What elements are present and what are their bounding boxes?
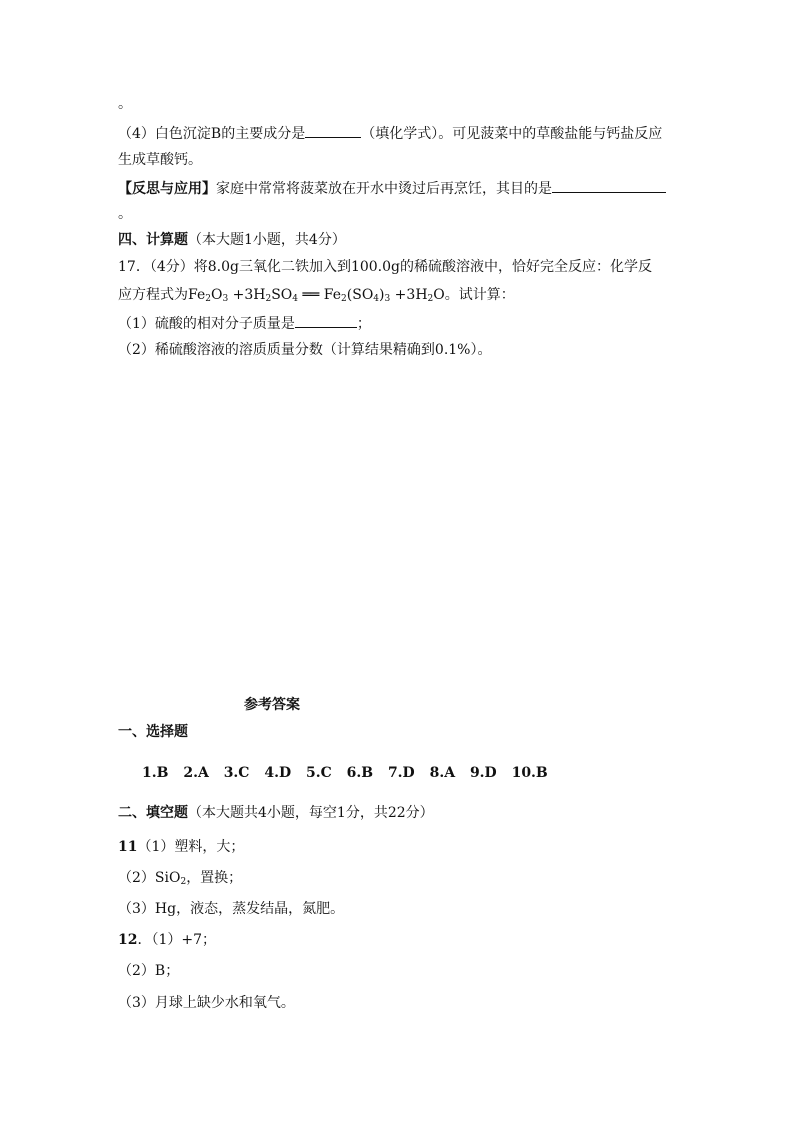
eq-part: SO — [271, 287, 293, 303]
eq-part: 应方程式为Fe — [118, 287, 206, 303]
answer-blank[interactable] — [295, 313, 357, 328]
reflect-line — [118, 178, 666, 199]
answer-part: （2）SiO — [118, 870, 181, 886]
choice-answer: 7.D — [387, 765, 415, 781]
eq-sub: 2 — [341, 294, 347, 304]
choice-answer: 8.A — [429, 765, 456, 781]
eq-sub: 3 — [222, 294, 229, 304]
q16-part4-line — [118, 123, 662, 144]
answer-part: ，置换； — [186, 870, 243, 886]
answer-12-line1 — [118, 930, 216, 950]
q16-part4-text-a: （4）白色沉淀B的主要成分是 — [118, 126, 306, 142]
answer-blank[interactable] — [552, 178, 666, 193]
eq-part: ══ Fe — [298, 287, 342, 303]
answer-12-line2: （2）B； — [118, 963, 180, 979]
eq-sub: 4 — [373, 294, 380, 304]
answer-11-line2 — [118, 868, 242, 892]
eq-sub: 2 — [265, 294, 272, 304]
section4-heading — [118, 230, 346, 250]
section4-note: （本大题1小题，共4分） — [188, 232, 346, 248]
answers-section2-title: 二、填空题 — [118, 805, 188, 821]
q17-sub1 — [118, 313, 371, 334]
answer-11-number: 11 — [118, 839, 138, 855]
reflect-text: 家庭中常常将菠菜放在开水中烫过后再烹饪，其目的是 — [216, 181, 552, 197]
choice-answer: 9.D — [469, 765, 497, 781]
section4-title: 四、计算题 — [118, 232, 188, 248]
answer-11-line1 — [118, 837, 244, 857]
dot-line-1: 。 — [118, 96, 132, 112]
eq-sub: 3 — [384, 294, 391, 304]
q17-sub1-end: ； — [356, 316, 371, 332]
answer-11-line3: （3）Hg，液态，蒸发结晶，氮肥。 — [118, 901, 345, 917]
answers-title: 参考答案 — [244, 697, 300, 713]
answer-12-line3: （3）月球上缺少水和氧气。 — [118, 995, 295, 1011]
choice-answer: 4.D — [264, 765, 292, 781]
eq-part: O — [210, 287, 223, 303]
answer-blank[interactable] — [305, 123, 361, 138]
q17-sub2: （2）稀硫酸溶液的溶质质量分数（计算结果精确到0.1%）。 — [118, 342, 492, 358]
eq-part: +3H — [228, 287, 266, 303]
choice-answer: 1.B — [142, 765, 169, 781]
eq-sub: 2 — [427, 294, 434, 304]
q17-equation-line — [118, 285, 515, 309]
eq-part: O。试计算： — [433, 287, 515, 303]
q17-sub1-text: （1）硫酸的相对分子质量是 — [118, 316, 295, 332]
choice-answer: 10.B — [511, 765, 548, 781]
choice-answer: 2.A — [183, 765, 209, 781]
eq-part: ) — [379, 287, 385, 303]
reflect-heading: 【反思与应用】 — [118, 181, 216, 197]
q16-part4-text-b: （填化学式）。可见菠菜中的草酸盐能与钙盐反应 — [361, 126, 663, 142]
eq-sub: 2 — [205, 294, 211, 304]
answers-section2-note: （本大题共4小题，每空1分，共22分） — [188, 805, 434, 821]
eq-sub: 4 — [292, 294, 299, 304]
answer-12-text: ．（1）+7； — [137, 932, 217, 948]
choice-answer: 3.C — [223, 765, 250, 781]
eq-part: +3H — [390, 287, 428, 303]
choice-answer: 6.B — [346, 765, 374, 781]
answer-11-text: （1）塑料，大； — [137, 839, 245, 855]
answer-sub: 2 — [180, 877, 187, 887]
dot-line-2: 。 — [118, 206, 132, 222]
q16-part4-cont: 生成草酸钙。 — [118, 152, 202, 168]
choice-answer: 5.C — [305, 765, 332, 781]
q17-line1: 17．（4分）将8.0g三氧化二铁加入到100.0g的稀硫酸溶液中，恰好完全反应：化学反 — [118, 259, 652, 275]
answer-12-number: 12 — [118, 932, 138, 948]
answers-section1-title: 一、选择题 — [118, 724, 188, 740]
answers-section2-heading — [118, 803, 434, 823]
eq-part: (SO — [346, 287, 374, 303]
choice-answers — [142, 765, 558, 781]
